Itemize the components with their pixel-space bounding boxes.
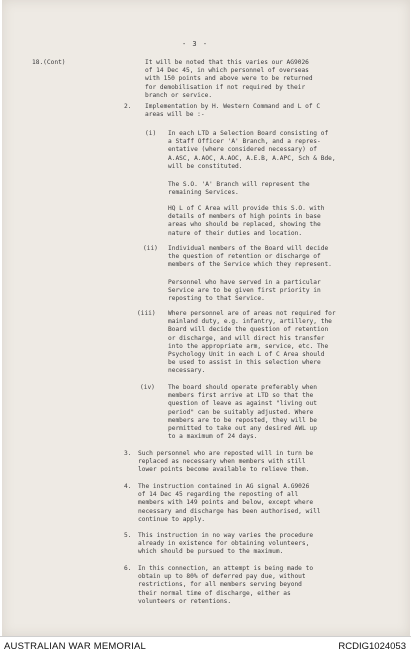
subitem-paragraph: Individual members of the Board will decide the question of retention or discharge of members of the Service which they represent. <box>168 245 332 269</box>
subitem-paragraph: Personnel who have served in a particular Service are to be given first priority in reposting to that Service. <box>168 279 321 303</box>
page-number: - 3 - <box>182 40 209 48</box>
subitem-paragraph: In each LTD a Selection Board consisting of a Staff Officer 'A' Branch, and a repres- entative (where considered necessary) of A.ASC, A.AOC, A.AOC, A.E.B, A.APC, Sch & Bde, will be constituted. <box>168 130 336 170</box>
item-text: In this connection, an attempt is being made to obtain up to 80% of deferred pay due, without restrictions, for all members serving beyond their normal time of discharge, either as volunteers or retentions. <box>138 565 314 605</box>
item-text: This instruction in no way varies the procedure already in existence for obtaining volunteers, which should be pursued to the maximum. <box>138 532 314 556</box>
subitem-paragraph: The S.O. 'A' Branch will represent the remaining Services. <box>168 181 310 197</box>
subitem-number: (iv) <box>140 384 155 391</box>
archive-footer <box>0 636 411 655</box>
subitem-paragraph: The board should operate preferably when members first arrive at LTD so that the question of leave as against "living out period" can be suitably adjusted. Where members are to be reposted, they will be permitted to take out any desired AWL up to a maximum of 24 days. <box>168 384 318 441</box>
footer-institution: AUSTRALIAN WAR MEMORIAL <box>4 641 147 652</box>
item-text: The instruction contained in AG signal A.G9026 of 14 Dec 45 regarding the reposting of all members with 149 points and below, except where necessary and discharge has been authorised, will continue to apply. <box>138 483 321 523</box>
subitem-number: (i) <box>145 130 157 137</box>
item-number: 4. <box>124 483 132 490</box>
item-text: Implementation by H. Western Command and L of C areas will be :- <box>145 103 321 119</box>
subitem-paragraph: HQ L of C Area will provide this S.O. with details of members of high points in base areas who should be replaced, showing the nature of their duties and location. <box>168 205 325 237</box>
item-number: 5. <box>124 532 132 539</box>
document-sheet <box>2 0 410 636</box>
document-body <box>2 0 410 636</box>
item-number: 6. <box>124 565 132 572</box>
subitem-number: (iii) <box>137 310 156 317</box>
item-text: Such personnel who are reposted will in turn be replaced as necessary when members with still lower points become available to relieve them. <box>138 450 314 474</box>
subitem-paragraph: Where personnel are of areas not required for mainland duty, e.g. infantry, artillery, the Board will decide the question of retention or discharge, and will direct his transfer into the appropriate arm, service, etc. The Psychology Unit in each L of C Area should be used to assist in this selection where necessary. <box>168 310 336 375</box>
item-number: 3. <box>124 450 132 457</box>
footer-record-id: RCDIG1024053 <box>338 641 406 652</box>
subitem-number: (ii) <box>143 245 158 252</box>
intro-paragraph: It will be noted that this varies our AG9026 of 14 Dec 45, in which personnel of overseas with 150 points and above were to be returned for demobilisation if not required by their branch or service. <box>145 59 313 99</box>
item-number: 2. <box>124 103 132 110</box>
continuation-label: 18.(Cont) <box>32 59 66 66</box>
